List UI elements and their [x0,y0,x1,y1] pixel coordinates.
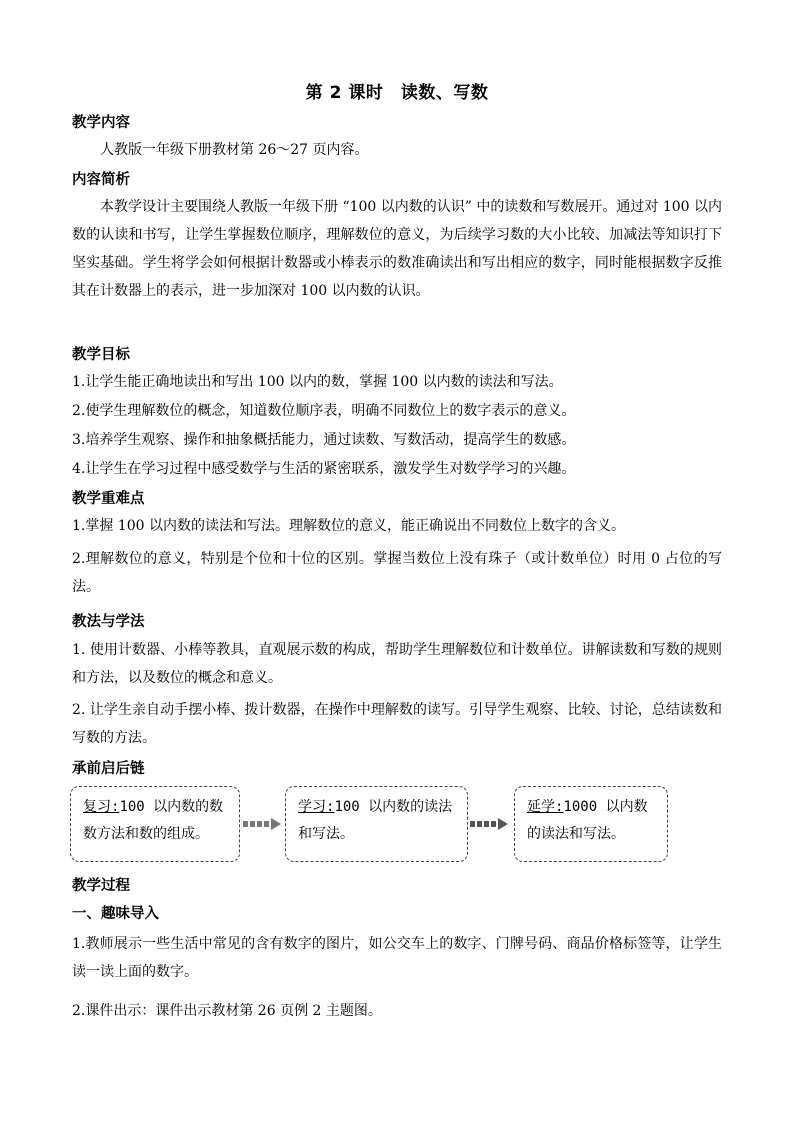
process-item: 2.课件出示：课件出示教材第 26 页例 2 主题图。 [72,1003,382,1019]
content-analysis-text: 本教学设计主要围绕人教版一年级下册 “100 以内数的认识” 中的读数和写数展开。通过对 100 以内数的认读和书写，让学生掌握数位顺序，理解数位的意义，为后续学习数的大小比较、加减法等知识打下坚实基础。学生将学会如何根据计数器或小棒表示的数准确读出和写出相应的数字，同时能根据数字反推其在计数器上的表示，进一步加深对 100 以内数的认识。 [72,199,723,299]
flow-box-review [70,786,240,862]
process-item: 1.教师展示一些生活中常见的含有数字的图片，如公交车上的数字、门牌号码、商品价格标签等，让学生读一读上面的数字。 [72,936,722,980]
heading-teaching-process: 教学过程 [72,878,130,894]
method-item: 2. 让学生亲自动手摆小棒、拨计数器，在操作中理解数的读写。引导学生观察、比较、讨论，总结读数和写数的方法。 [72,702,722,746]
flow-box-line: 100 以内数的读法 [334,799,453,815]
dashed-arrow-icon [243,818,283,830]
goal-item: 2.使学生理解数位的概念，知道数位顺序表，明确不同数位上的数字表示的意义。 [72,403,576,419]
flow-box-line: 的读法和写法。 [527,826,625,842]
flow-box-line: 1000 以内数 [563,799,648,815]
heading-learning-chain: 承前启后链 [72,761,145,777]
goal-item: 1.让学生能正确地读出和写出 100 以内的数，掌握 100 以内数的读法和写法。 [72,374,563,390]
flow-box-tag: 延学: [527,799,564,815]
heading-teaching-content: 教学内容 [72,115,130,131]
heading-methods: 教法与学法 [72,614,145,630]
flow-box-learn [285,786,468,862]
subheading-intro: 一、趣味导入 [72,906,159,922]
key-point-item: 2.理解数位的意义，特别是个位和十位的区别。掌握当数位上没有珠子（或计数单位）时用 0 占位的写法。 [72,551,722,595]
heading-key-points: 教学重难点 [72,491,145,507]
flow-box-tag: 学习: [298,799,335,815]
flow-box-extend [514,786,668,862]
page-title: 第 2 课时 读数、写数 [305,83,489,103]
goal-item: 4.让学生在学习过程中感受数学与生活的紧密联系，激发学生对数学学习的兴趣。 [72,461,576,477]
flow-box-line: 数方法和数的组成。 [83,826,209,842]
goal-item: 3.培养学生观察、操作和抽象概括能力，通过读数、写数活动，提高学生的数感。 [72,432,576,448]
method-item: 1. 使用计数器、小棒等教具，直观展示数的构成，帮助学生理解数位和计数单位。讲解读数和写数的规则和方法，以及数位的概念和意义。 [72,642,722,686]
flow-box-line: 100 以内数的数 [119,799,224,815]
dashed-arrow-icon [470,818,510,830]
teaching-content-text: 人教版一年级下册教材第 26～27 页内容。 [100,142,369,158]
flow-box-tag: 复习: [83,799,120,815]
heading-teaching-goals: 教学目标 [72,347,130,363]
key-point-item: 1.掌握 100 以内数的读法和写法。理解数位的意义，能正确说出不同数位上数字的含义。 [72,518,625,534]
heading-content-analysis: 内容简析 [72,172,130,188]
flow-box-line: 和写法。 [298,826,354,842]
